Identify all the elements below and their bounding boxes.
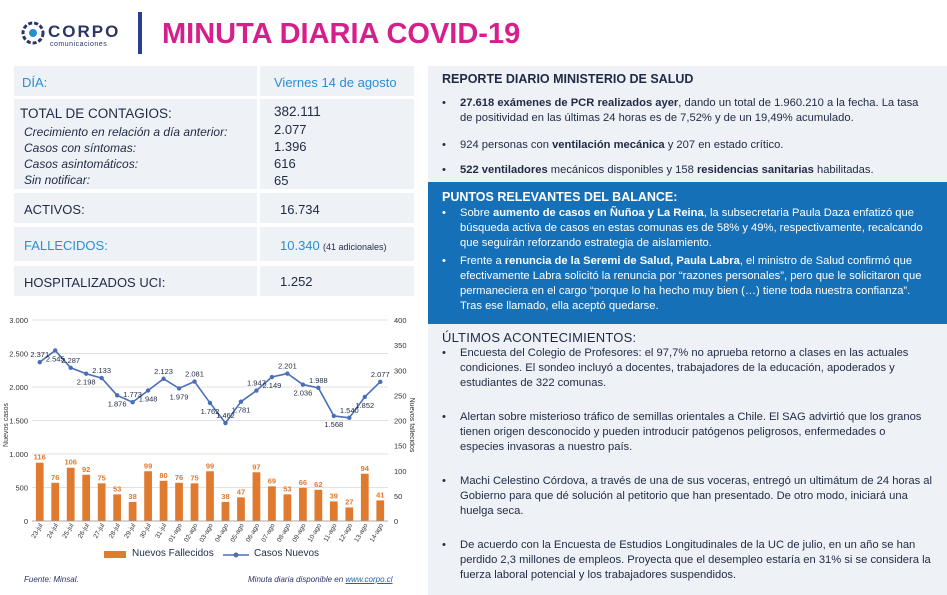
bar-data-label: 99 bbox=[143, 461, 153, 471]
ultimos-item: • Machi Celestino Córdova, a través de una de sus voceras, entregó un ultimátum de 24 horas al Gobierno para que dé solución al petitorio que han presentado. De otro modo, iniciará una huelga seca. bbox=[442, 475, 932, 517]
casos-data-label: 1.979 bbox=[169, 392, 189, 402]
bar-fallecidos bbox=[361, 474, 369, 521]
row-activos bbox=[14, 193, 414, 223]
chart-svg bbox=[0, 310, 415, 575]
left-tick-label: 1.000 bbox=[9, 450, 28, 459]
casos-point bbox=[223, 421, 227, 425]
casos-point bbox=[378, 380, 382, 384]
chart-legend bbox=[100, 548, 340, 562]
bar-fallecidos bbox=[67, 468, 75, 521]
bar-data-label: 41 bbox=[376, 490, 385, 500]
casos-data-label: 1.876 bbox=[107, 399, 127, 409]
casos-data-label: 1.852 bbox=[355, 400, 375, 410]
casos-data-label: 1.762 bbox=[200, 406, 220, 416]
legend-fallecidos: Nuevos Fallecidos bbox=[132, 548, 214, 559]
reporte-item: • 27.618 exámenes de PCR realizados ayer, dando un total de 1.960.210 a la fecha. La tasa de positividad en las últimas 24 horas es de 7,52% y de un 19,49% acumulado. bbox=[442, 97, 919, 124]
reporte-item-bold: 27.618 exámenes de PCR realizados ayer bbox=[460, 97, 679, 109]
reporte-title: REPORTE DIARIO MINISTERIO DE SALUD bbox=[442, 72, 694, 86]
casos-point bbox=[254, 388, 258, 392]
casos-data-label: 1.540 bbox=[339, 405, 359, 415]
fallecidos-label: FALLECIDOS: bbox=[24, 238, 108, 253]
bar-data-label: 75 bbox=[190, 473, 199, 483]
bar-fallecidos bbox=[36, 463, 44, 521]
asintomaticos-label: Casos asintomáticos: bbox=[24, 157, 139, 171]
crecimiento-label: Crecimiento en relación a día anterior: bbox=[24, 125, 228, 139]
reporte-item-bold: ventilación mecánica bbox=[552, 139, 665, 151]
casos-data-label: 1.773 bbox=[123, 390, 142, 400]
reporte-section bbox=[428, 66, 947, 182]
left-tick-label: 2.000 bbox=[9, 383, 28, 392]
covid-chart bbox=[0, 310, 415, 595]
casos-point bbox=[177, 386, 181, 390]
x-tick-label: 29-jul bbox=[123, 522, 138, 540]
bar-data-label: 106 bbox=[64, 457, 77, 467]
sin-notificar-label: Sin notificar: bbox=[24, 173, 91, 187]
right-axis-title: Nuevos fallecidos bbox=[408, 397, 415, 453]
row-dia bbox=[14, 66, 414, 96]
puntos-item-bold: aumento de casos en Ñuñoa y La Reina bbox=[492, 207, 704, 219]
x-tick-label: 09-ago bbox=[291, 522, 308, 544]
availability-note bbox=[248, 575, 393, 584]
bar-fallecidos bbox=[160, 481, 168, 521]
bar-data-label: 62 bbox=[314, 479, 323, 489]
logo-mark-icon bbox=[20, 20, 46, 46]
x-tick-label: 28-jul bbox=[107, 522, 122, 540]
casos-data-label: 2.123 bbox=[154, 366, 173, 376]
bar-fallecidos bbox=[330, 501, 338, 521]
logo-text: CORPO bbox=[48, 22, 121, 41]
casos-point bbox=[316, 386, 320, 390]
sintomas-label: Casos con síntomas: bbox=[24, 141, 137, 155]
puntos-item-text: Sobre bbox=[460, 207, 493, 219]
bar-data-label: 99 bbox=[205, 461, 215, 471]
reporte-item: • 924 personas con ventilación mecánica y 207 en estado crítico. bbox=[442, 139, 784, 151]
casos-point bbox=[146, 388, 150, 392]
right-tick-label: 50 bbox=[394, 491, 403, 501]
left-tick-label: 1.500 bbox=[9, 416, 28, 426]
x-tick-label: 11-ago bbox=[322, 522, 339, 544]
casos-point bbox=[115, 393, 119, 397]
activos-label: ACTIVOS: bbox=[24, 202, 85, 217]
x-tick-label: 10-ago bbox=[306, 522, 324, 544]
reporte-item-text: y 207 en estado crítico. bbox=[664, 139, 784, 151]
bar-data-label: 66 bbox=[298, 477, 308, 487]
right-tick-label: 100 bbox=[394, 466, 407, 476]
x-tick-label: 05-ago bbox=[229, 522, 246, 544]
bar-fallecidos bbox=[299, 488, 307, 521]
ultimos-title: ÚLTIMOS ACONTECIMIENTOS: bbox=[442, 330, 637, 345]
legend-bar-swatch bbox=[104, 551, 126, 558]
x-tick-label: 02-ago bbox=[183, 522, 200, 544]
bar-data-label: 80 bbox=[159, 470, 168, 480]
puntos-section bbox=[428, 182, 947, 324]
row-total bbox=[14, 99, 414, 189]
casos-data-label: 2.133 bbox=[92, 366, 112, 376]
ultimos-item: • Encuesta del Colegio de Profesores: el 97,7% no aprueba retorno a clases en las actuales condiciones. El sondeo incluyó a docentes, trabajadores de la educación, apoderados y estudiantes de 322 comunas. bbox=[442, 346, 932, 391]
bar-fallecidos bbox=[51, 483, 59, 521]
x-tick-label: 31-jul bbox=[154, 522, 169, 540]
bar-fallecidos bbox=[175, 483, 183, 521]
bar-fallecidos bbox=[82, 475, 90, 521]
uci-label: HOSPITALIZADOS UCI: bbox=[24, 275, 166, 290]
right-tick-label: 300 bbox=[394, 366, 407, 376]
casos-point bbox=[239, 399, 243, 403]
fallecidos-value: 10.340 bbox=[280, 238, 320, 253]
casos-data-label: 2.149 bbox=[262, 381, 282, 391]
reporte-item-bold: 522 ventiladores bbox=[460, 164, 548, 176]
puntos-item-bold: renuncia de la Seremi de Salud, Paula Labra bbox=[504, 255, 740, 267]
puntos-title: PUNTOS RELEVANTES DEL BALANCE: bbox=[442, 190, 678, 204]
row-uci bbox=[14, 266, 414, 296]
source-note: Fuente: Minsal. bbox=[24, 575, 79, 584]
casos-data-label: 2.036 bbox=[293, 388, 313, 398]
crecimiento-value: 2.077 bbox=[274, 122, 307, 137]
right-tick-label: 250 bbox=[394, 391, 407, 401]
bar-fallecidos bbox=[253, 472, 261, 521]
x-tick-label: 07-ago bbox=[260, 522, 277, 544]
casos-data-label: 2.371 bbox=[30, 350, 50, 360]
puntos-item: • Frente a renuncia de la Seremi de Salud, Paula Labra, el ministro de Salud confirmó que efectivamente Labra solicitó la renuncia por “razones personales”, pero que le solicitaron que permaneciera en el cargo “porque lo ha hecho muy bien (…) tiene toda nuestra confianza”. Tras ese llamado, ella aceptó quedarse. bbox=[442, 255, 922, 312]
x-tick-label: 03-ago bbox=[198, 522, 215, 544]
casos-data-label: 2.545 bbox=[45, 354, 65, 364]
puntos-item-text: , la subsecretaria Paula Daza enfatizó que búsqueda activa de casos en estas comunas es de 58% y 49%, respectivamente, recalcando que seguirán reforzando estrategia de aislamiento. bbox=[460, 207, 923, 249]
bar-fallecidos bbox=[268, 486, 276, 521]
casos-data-label: 2.081 bbox=[185, 369, 204, 379]
ultimos-item-text: Alertan sobre misterioso tráfico de semillas orientales a Chile. El SAG advirtió que los granos tienen origen desconocido y pueden introducir patógenos peligrosos, enfermedades o especies invasoras a nuestro país. bbox=[460, 411, 922, 453]
legend-line-icon bbox=[223, 550, 249, 560]
bar-fallecidos bbox=[144, 471, 152, 521]
x-tick-label: 24-jul bbox=[45, 522, 60, 540]
reporte-item: • 522 ventiladores mecánicos disponibles y 158 residencias sanitarias habilitadas. bbox=[442, 164, 874, 176]
corpo-logo bbox=[20, 16, 130, 56]
title-divider bbox=[138, 12, 142, 54]
casos-data-label: 1.988 bbox=[308, 375, 328, 385]
bar-data-label: 53 bbox=[112, 484, 122, 494]
bar-fallecidos bbox=[191, 483, 199, 521]
reporte-item-text: mecánicos disponibles y 158 bbox=[547, 164, 697, 176]
casos-point bbox=[99, 376, 103, 380]
bar-fallecidos bbox=[113, 494, 121, 521]
right-tick-label: 0 bbox=[394, 517, 399, 526]
total-label: TOTAL DE CONTAGIOS: bbox=[20, 106, 172, 121]
left-tick-label: 500 bbox=[15, 483, 28, 493]
asintomaticos-value: 616 bbox=[274, 156, 296, 171]
casos-point bbox=[363, 395, 367, 399]
casos-data-label: 1.948 bbox=[138, 394, 158, 404]
casos-point bbox=[192, 379, 196, 383]
availability-prefix: Minuta diaria disponible en bbox=[248, 575, 346, 584]
ultimos-item-text: Encuesta del Colegio de Profesores: el 97,7% no aprueba retorno a clases en las actuales condiciones. El sondeo incluyó a docentes, trabajadores de la educación, apoderados y estudiantes de 322 comunas. bbox=[460, 347, 909, 389]
casos-point bbox=[68, 366, 72, 370]
bar-data-label: 75 bbox=[97, 473, 106, 483]
casos-point bbox=[347, 416, 351, 420]
bar-data-label: 39 bbox=[329, 491, 338, 501]
casos-point bbox=[53, 348, 57, 352]
dia-label: DÍA: bbox=[22, 75, 48, 90]
total-value: 382.111 bbox=[274, 104, 321, 119]
ultimos-item: • De acuerdo con la Encuesta de Estudios Longitudinales de la UC de julio, en un año se han perdido 2,3 millones de empleos. Proyecta que el desempleo estaría en 31% si se considera la fuerza laboral potencial y los trabajadores suspendidos. bbox=[442, 539, 931, 581]
casos-point bbox=[38, 360, 42, 364]
bar-data-label: 94 bbox=[360, 463, 369, 473]
casos-point bbox=[130, 400, 134, 404]
bar-fallecidos bbox=[129, 502, 137, 521]
bar-fallecidos bbox=[314, 490, 322, 521]
bar-data-label: 116 bbox=[33, 452, 46, 462]
header bbox=[0, 0, 947, 68]
x-tick-label: 25-jul bbox=[61, 522, 76, 540]
bar-fallecidos bbox=[222, 502, 230, 521]
puntos-item: • Sobre aumento de casos en Ñuñoa y La Reina, la subsecretaria Paula Daza enfatizó que búsqueda activa de casos en estas comunas es de 58% y 49%, respectivamente, recalcando que seguirán reforzando estrategia de aislamiento. bbox=[442, 207, 923, 249]
corpo-link[interactable]: www.corpo.cl bbox=[345, 575, 393, 584]
bar-fallecidos bbox=[237, 497, 245, 521]
reporte-item-text: 924 personas con bbox=[460, 139, 553, 151]
x-tick-label: 14-ago bbox=[368, 522, 385, 544]
bar-fallecidos bbox=[345, 507, 353, 521]
row-fallecidos bbox=[14, 227, 414, 261]
bar-data-label: 27 bbox=[345, 497, 354, 507]
ultimos-item-text: De acuerdo con la Encuesta de Estudios Longitudinales de la UC de julio, en un año se han perdido 2,3 millones de empleos. Proyecta que el desempleo estaría en 31% si se considera la fuerza laboral potencial y los trabajadores suspendidos. bbox=[460, 539, 931, 581]
casos-point bbox=[84, 372, 88, 376]
bar-fallecidos bbox=[284, 494, 292, 521]
x-tick-label: 30-jul bbox=[138, 522, 153, 540]
left-tick-label: 3.000 bbox=[9, 316, 28, 325]
puntos-item-text: Frente a bbox=[460, 255, 505, 267]
x-tick-label: 12-ago bbox=[337, 522, 355, 544]
bar-data-label: 76 bbox=[174, 472, 184, 482]
casos-data-label: 2.198 bbox=[76, 377, 96, 387]
right-tick-label: 150 bbox=[394, 441, 407, 451]
bar-fallecidos bbox=[376, 500, 384, 521]
x-tick-label: 26-jul bbox=[76, 522, 91, 540]
uci-value: 1.252 bbox=[280, 274, 313, 289]
fallecidos-extra: (41 adicionales) bbox=[323, 242, 387, 252]
right-tick-label: 350 bbox=[394, 341, 407, 351]
casos-data-label: 1.568 bbox=[324, 419, 344, 429]
casos-point bbox=[332, 414, 336, 418]
reporte-item-text: habilitadas. bbox=[813, 164, 874, 176]
casos-point bbox=[270, 375, 274, 379]
x-tick-label: 04-ago bbox=[214, 522, 231, 544]
bar-fallecidos bbox=[206, 471, 214, 521]
casos-point bbox=[208, 401, 212, 405]
bar-data-label: 53 bbox=[283, 484, 292, 494]
x-tick-label: 23-jul bbox=[30, 522, 45, 540]
sin-notificar-value: 65 bbox=[274, 173, 289, 188]
left-axis-title: Nuevos casos bbox=[3, 403, 10, 447]
bar-data-label: 92 bbox=[82, 464, 91, 474]
casos-data-label: 1.947 bbox=[247, 378, 266, 388]
dia-value: Viernes 14 de agosto bbox=[274, 75, 397, 90]
bar-data-label: 76 bbox=[51, 472, 60, 482]
page-title: MINUTA DIARIA COVID-19 bbox=[162, 18, 521, 50]
ultimos-item-text: Machi Celestino Córdova, a través de una de sus voceras, entregó un ultimátum de 24 horas al Gobierno para que dé solución al petitorio que han presentado. De otro modo, iniciará una huelga seca. bbox=[460, 475, 932, 517]
bar-data-label: 47 bbox=[236, 487, 246, 497]
bar-data-label: 38 bbox=[221, 491, 230, 501]
logo-subtext: comunicaciones bbox=[50, 41, 108, 48]
casos-data-label: 2.201 bbox=[278, 361, 297, 371]
casos-point bbox=[301, 382, 305, 386]
reporte-item-text: , dando un total de 1.960.210 a la fecha. La tasa de positividad en las últimas 24 horas es de 7,52% y de un 19,49% acumulado. bbox=[460, 97, 919, 124]
right-tick-label: 400 bbox=[394, 316, 407, 325]
x-tick-label: 27-jul bbox=[92, 522, 107, 540]
casos-data-label: 1.462 bbox=[216, 411, 235, 421]
right-tick-label: 200 bbox=[394, 416, 407, 426]
casos-data-label: 2.287 bbox=[61, 355, 81, 365]
x-tick-label: 01-ago bbox=[167, 522, 184, 544]
left-tick-label: 0 bbox=[23, 517, 28, 526]
ultimos-section bbox=[428, 324, 947, 595]
bar-data-label: 38 bbox=[128, 491, 137, 501]
x-tick-label: 13-ago bbox=[353, 522, 370, 544]
casos-point bbox=[161, 377, 165, 381]
x-tick-label: 08-ago bbox=[275, 522, 293, 544]
casos-data-label: 2.077 bbox=[370, 369, 390, 379]
ultimos-item: • Alertan sobre misterioso tráfico de semillas orientales a Chile. El SAG advirtió que los granos tienen origen desconocido y pueden introducir patógenos peligrosos, enfermedades o especies invasoras a nuestro país. bbox=[442, 410, 932, 455]
reporte-item-bold: residencias sanitarias bbox=[696, 164, 814, 176]
left-tick-label: 2.500 bbox=[9, 349, 28, 359]
activos-value: 16.734 bbox=[280, 202, 320, 217]
puntos-item-text: , el ministro de Salud confirmó que efectivamente Labra solicitó la renuncia por “razones personales”, pero que le solicitaron que permaneciera en el cargo “porque lo ha hecho muy bien (…) tiene toda nuestra confianza”. Tras ese llamado, ella aceptó quedarse. bbox=[460, 255, 922, 312]
bar-data-label: 97 bbox=[252, 462, 261, 472]
bar-fallecidos bbox=[98, 483, 106, 521]
casos-data-label: 1.781 bbox=[231, 405, 251, 415]
casos-point bbox=[285, 371, 289, 375]
bar-data-label: 69 bbox=[267, 476, 277, 486]
sintomas-value: 1.396 bbox=[274, 139, 307, 154]
x-tick-label: 06-ago bbox=[244, 522, 262, 544]
legend-casos: Casos Nuevos bbox=[254, 548, 320, 559]
